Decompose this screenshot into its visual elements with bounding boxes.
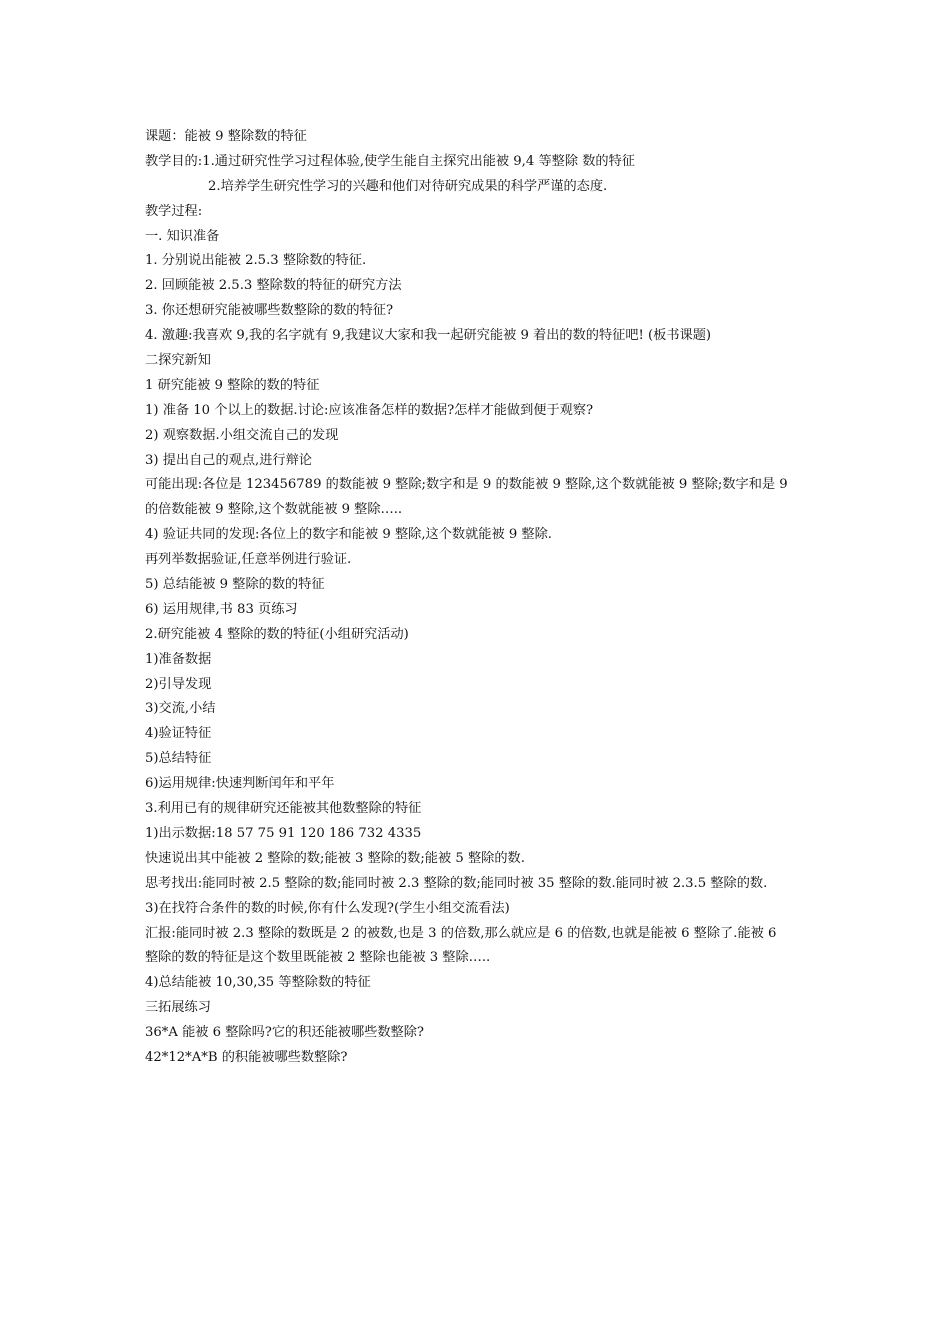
paragraph-line: 快速说出其中能被 2 整除的数;能被 3 整除的数;能被 5 整除的数.: [145, 850, 525, 866]
exercise-line: 42*12*A*B 的积能被哪些数整除?: [145, 1049, 348, 1065]
paragraph-line: 思考找出:能同时被 2.5 整除的数;能同时被 2.3 整除的数;能同时被 35 整除的数.能同时被 2.3.5 整除的数.: [145, 875, 768, 891]
list-item: 3) 提出自己的观点,进行辩论: [145, 452, 312, 468]
exercise-line: 36*A 能被 6 整除吗?它的积还能被哪些数整除?: [145, 1025, 425, 1041]
section-heading-explore: 二探究新知: [145, 353, 211, 369]
section-heading-preparation: 一. 知识准备: [145, 228, 220, 244]
section-heading-extension: 三拓展练习: [145, 1000, 211, 1016]
paragraph-line: 再列举数据验证,任意举例进行验证.: [145, 552, 352, 568]
list-item: 2)引导发现: [145, 676, 212, 692]
list-item: 2. 回顾能被 2.5.3 整除数的特征的研究方法: [145, 278, 402, 294]
objective-line-2: 2.培养学生研究性学习的兴趣和他们对待研究成果的科学严谨的态度.: [208, 178, 608, 194]
list-item: 1)准备数据: [145, 651, 212, 667]
list-item: 5)总结特征: [145, 751, 212, 767]
paragraph-line: 可能出现:各位是 123456789 的数能被 9 整除;数字和是 9 的数能被 9 整除,这个数就能被 9 整除;数字和是 9: [145, 477, 788, 493]
list-item: 4) 验证共同的发现:各位上的数字和能被 9 整除,这个数就能被 9 整除.: [145, 527, 552, 543]
list-item: 2) 观察数据.小组交流自己的发现: [145, 427, 339, 443]
list-item: 1. 分别说出能被 2.5.3 整除数的特征.: [145, 253, 367, 269]
paragraph-line: 整除的数的特征是这个数里既能被 2 整除也能被 3 整除…..: [145, 950, 491, 966]
list-item: 4)总结能被 10,30,35 等整除数的特征: [145, 975, 371, 991]
list-item: 3)在找符合条件的数的时候,你有什么发现?(学生小组交流看法): [145, 900, 510, 916]
list-item: 3)交流,小结: [145, 701, 216, 717]
objective-line-1: 教学目的:1.通过研究性学习过程体验,使学生能自主探究出能被 9,4 等整除 数的特征: [145, 153, 635, 169]
list-item: 5) 总结能被 9 整除的数的特征: [145, 577, 325, 593]
subsection-heading: 2.研究能被 4 整除的数的特征(小组研究活动): [145, 626, 409, 642]
list-item: 6) 运用规律,书 83 页练习: [145, 601, 298, 617]
section-heading-process: 教学过程:: [145, 203, 203, 219]
subsection-heading: 1 研究能被 9 整除的数的特征: [145, 377, 320, 393]
list-item: 4. 激趣:我喜欢 9,我的名字就有 9,我建议大家和我一起研究能被 9 着出的数的特征吧! (板书课题): [145, 328, 712, 344]
list-item: 6)运用规律:快速判断闰年和平年: [145, 776, 335, 792]
document-body: [145, 125, 810, 1071]
paragraph-line: 汇报:能同时被 2.3 整除的数既是 2 的被数,也是 3 的倍数,那么就应是 6 的倍数,也就是能被 6 整除了.能被 6: [145, 925, 777, 941]
subsection-heading: 3.利用已有的规律研究还能被其他数整除的特征: [145, 801, 422, 817]
lesson-title: 课题：能被 9 整除数的特征: [145, 129, 307, 144]
list-item: 1) 准备 10 个以上的数据.讨论:应该准备怎样的数据?怎样才能做到便于观察?: [145, 402, 594, 418]
list-item: 1)出示数据:18 57 75 91 120 186 732 4335: [145, 825, 422, 841]
list-item: 3. 你还想研究能被哪些数整除的数的特征?: [145, 303, 394, 319]
list-item: 4)验证特征: [145, 726, 212, 742]
paragraph-line: 的倍数能被 9 整除,这个数就能被 9 整除…..: [145, 502, 403, 518]
